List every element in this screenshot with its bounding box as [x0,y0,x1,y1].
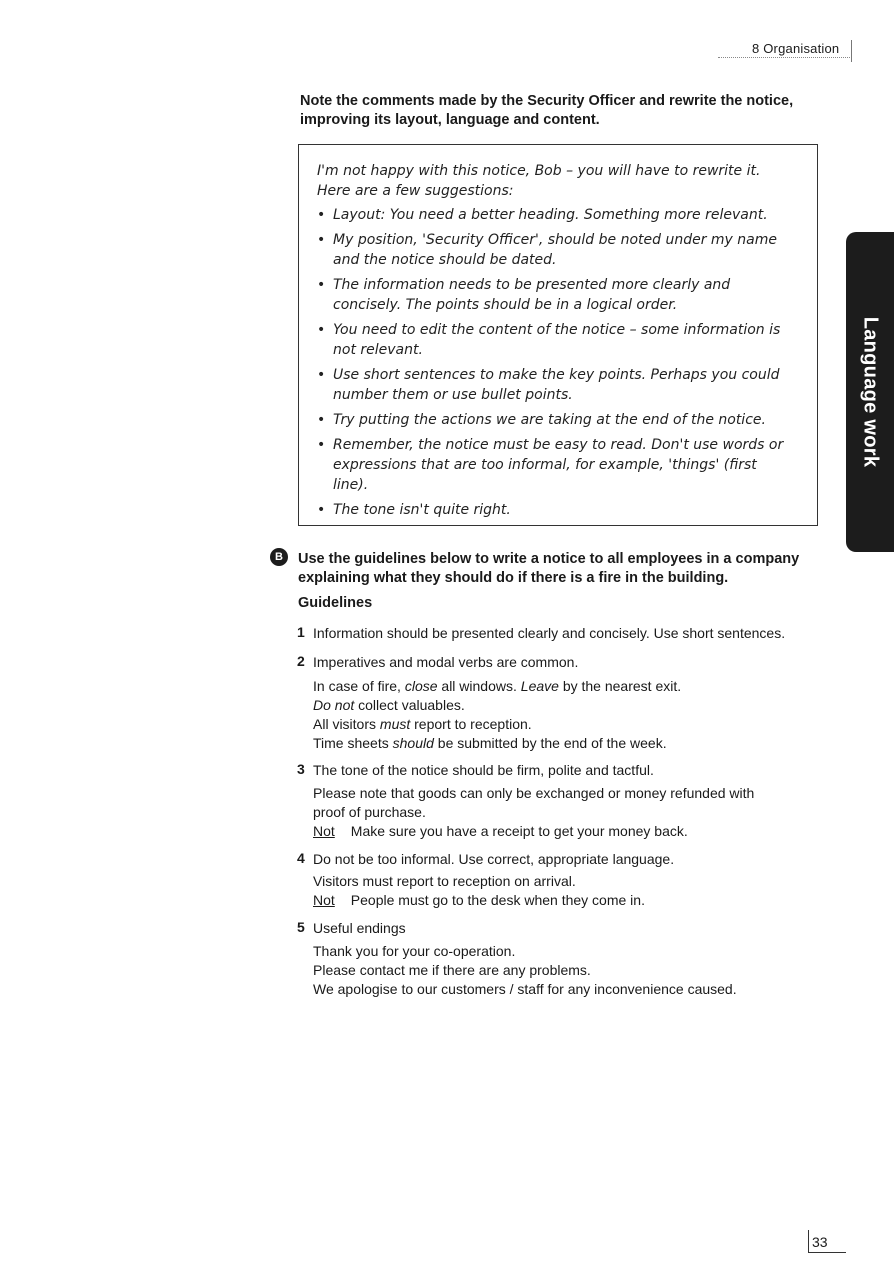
useful-endings [313,942,793,999]
guideline-examples [313,677,793,753]
guideline-example: Visitors must report to reception on arrival. [313,873,576,889]
guideline-number: 3 [297,761,305,777]
task-a-instruction: Note the comments made by the Security Officer and rewrite the notice, improving its layout, language and content. [300,93,794,128]
memo-bullet: • The information needs to be presented more clearly and concisely. The points should be in a logical order. [313,275,793,315]
example-line: Time sheets should be submitted by the end of the week. [313,735,667,751]
memo-bullet: • You need to edit the content of the notice – some information is not relevant. [313,320,793,360]
guideline-number: 2 [297,653,305,669]
example-line: All visitors must report to reception. [313,716,532,732]
task-b-instruction: Use the guidelines below to write a notice to all employees in a company explaining what they should do if there is a fire in the building. [298,551,800,586]
memo-bullet: • Remember, the notice must be easy to read. Don't use words or expressions that are too informal, for example, 'things' (first line). [313,435,793,495]
guideline-number: 1 [297,624,305,640]
guideline-text: Useful endings [313,920,406,936]
not-text: Make sure you have a receipt to get your money back. [350,823,688,839]
side-tab-label: Language work [859,316,882,468]
memo-bullet: • Try putting the actions we are taking at the end of the notice. [313,410,793,430]
guidelines-heading: Guidelines [298,595,373,611]
page-number: 33 [812,1234,828,1250]
ending-line: Thank you for your co-operation. [313,943,516,959]
guideline-text: Do not be too informal. Use correct, appropriate language. [313,851,675,867]
guideline-number: 5 [297,919,305,935]
page-number-bracket [808,1230,809,1252]
page-number-rule [808,1252,846,1253]
section-b-badge: B [270,548,288,566]
not-label: Not [313,823,335,839]
ending-line: We apologise to our customers / staff for any inconvenience caused. [313,981,737,997]
example-line: In case of fire, close all windows. Leave by the nearest exit. [313,678,682,694]
guideline-text: Imperatives and modal verbs are common. [313,654,579,670]
memo-bullet: • Use short sentences to make the key points. Perhaps you could number them or use bullet points. [313,365,793,405]
chapter-title: 8 Organisation [752,41,840,56]
ending-line: Please contact me if there are any problems. [313,962,591,978]
security-officer-memo [298,144,818,526]
header-marker [848,40,852,62]
side-tab [846,232,894,552]
memo-bullet: • My position, 'Security Officer', should be noted under my name and the notice should be dated. [313,230,793,270]
guideline-example: Please note that goods can only be exchanged or money refunded with proof of purchase. [313,785,755,820]
guideline-text: The tone of the notice should be firm, polite and tactful. [313,762,654,778]
not-text: People must go to the desk when they come in. [350,892,645,908]
header-rule [718,57,850,58]
memo-bullet: • The tone isn't quite right. [313,500,793,520]
memo-bullet: • Layout: You need a better heading. Something more relevant. [313,205,793,225]
example-line: Do not collect valuables. [313,697,465,713]
counter-example [313,822,793,841]
counter-example [313,891,793,910]
memo-suggestions [313,205,793,525]
memo-intro: I'm not happy with this notice, Bob – you will have to rewrite it. Here are a few suggestions: [317,163,761,199]
not-label: Not [313,892,335,908]
guideline-number: 4 [297,850,305,866]
guideline-text: Information should be presented clearly and concisely. Use short sentences. [313,625,786,641]
